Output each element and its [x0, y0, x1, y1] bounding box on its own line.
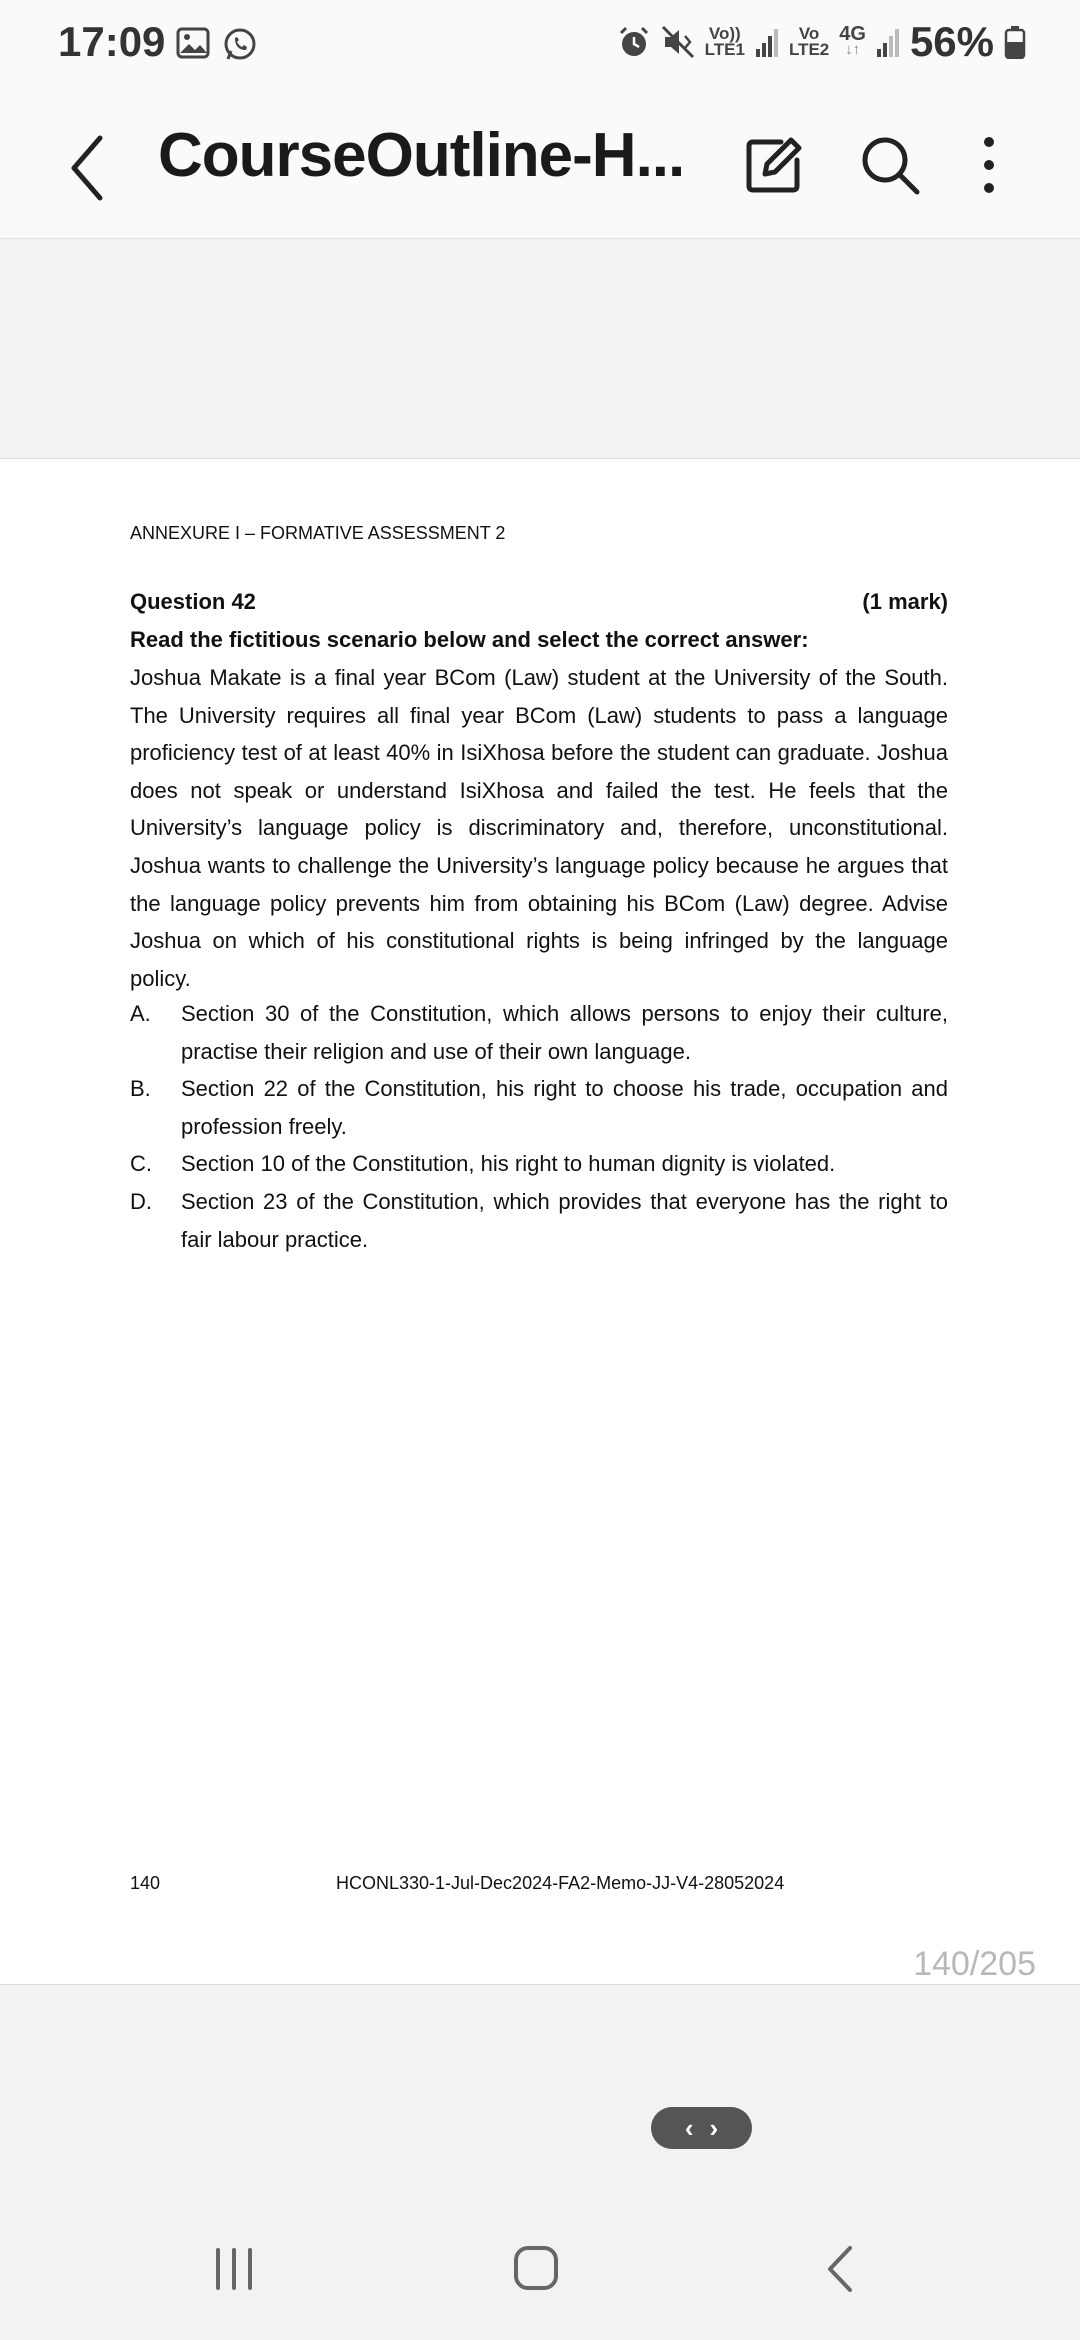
answer-option: [130, 1183, 948, 1258]
page-navigation-pill: [651, 2107, 752, 2149]
network-2-type: [839, 23, 866, 58]
option-text: Section 22 of the Constitution, his right to choose his trade, occupation and profession freely.: [181, 1076, 948, 1139]
recents-icon[interactable]: [212, 2246, 256, 2292]
whatsapp-icon: [222, 26, 258, 62]
document-page: [0, 458, 1080, 1985]
app-bar: [0, 90, 1080, 239]
option-text: Section 23 of the Constitution, which provides that everyone has the right to fair labour practice.: [181, 1188, 948, 1252]
network-2-top: Vo: [798, 24, 820, 43]
system-status-icons: [617, 18, 1026, 66]
home-icon[interactable]: [512, 2244, 560, 2292]
data-arrows-icon: ↓↑: [845, 41, 861, 58]
network-2-bottom: LTE2: [788, 40, 830, 59]
option-text: Section 10 of the Constitution, his right to human dignity is violated.: [181, 1151, 836, 1177]
option-text: Section 30 of the Constitution, which allows persons to enjoy their culture, practise their religion and use of their own language.: [181, 1001, 948, 1064]
search-icon[interactable]: [855, 130, 925, 200]
next-page-button[interactable]: ›: [709, 2112, 719, 2143]
footer-document-code: HCONL330-1-Jul-Dec2024-FA2-Memo-JJ-V4-28052024: [336, 1873, 785, 1893]
question-header: [130, 589, 948, 615]
option-letter: B.: [130, 1076, 151, 1102]
back-nav-icon[interactable]: [824, 2244, 856, 2294]
notification-icons: [176, 26, 258, 62]
previous-page-button[interactable]: ‹: [684, 2112, 694, 2143]
question-instruction: Read the fictitious scenario below and select the correct answer:: [130, 627, 809, 652]
question-marks: (1 mark): [862, 589, 948, 614]
network-1-top: Vo)): [708, 24, 741, 43]
mute-icon: [661, 25, 695, 59]
answer-option: [130, 1145, 948, 1183]
system-navigation-bar: [0, 2220, 1080, 2340]
edit-icon[interactable]: [739, 130, 809, 200]
more-icon[interactable]: [954, 130, 1024, 200]
network-2-label: [789, 26, 829, 58]
question-number: Question 42: [130, 589, 256, 614]
status-time: 17:09: [58, 18, 166, 65]
page-counter: 140/205: [913, 1945, 1036, 1983]
network-type-text: 4G: [839, 23, 866, 45]
option-letter: D.: [130, 1188, 152, 1214]
network-1-label: [705, 26, 745, 58]
footer-page-number: 140: [130, 1873, 161, 1893]
answer-option: [130, 1070, 948, 1145]
battery-percentage: 56%: [909, 18, 994, 65]
network-1-bottom: LTE1: [704, 40, 745, 59]
alarm-icon: [617, 25, 651, 59]
question-scenario: Joshua Makate is a final year BCom (Law) student at the University of the South. The University requires all final year BCom (Law) students to pass a language proficiency test of at least 40% in IsiXhosa before the student can graduate. Joshua does not speak or understand IsiXhosa and failed the test. He feels that the University’s language policy is discriminatory and, therefore, unconstitutional. Joshua wants to challenge the University’s language policy because he argues that the language policy prevents him from obtaining his BCom (Law) degree. Advise Joshua on which of his constitutional rights is being infringed by the language policy.: [130, 665, 948, 991]
answer-options: [130, 995, 948, 1258]
answer-option: [130, 995, 948, 1070]
gallery-icon: [176, 26, 210, 60]
annexure-heading: ANNEXURE I – FORMATIVE ASSESSMENT 2: [130, 523, 506, 543]
signal-icon: [755, 27, 779, 57]
signal-icon: [876, 27, 900, 57]
back-icon[interactable]: [62, 128, 112, 208]
document-title: CourseOutline-H...: [158, 121, 685, 190]
status-bar: [0, 0, 1080, 90]
option-letter: A.: [130, 1001, 151, 1026]
battery-icon: [1004, 25, 1026, 59]
option-letter: C.: [130, 1151, 152, 1177]
